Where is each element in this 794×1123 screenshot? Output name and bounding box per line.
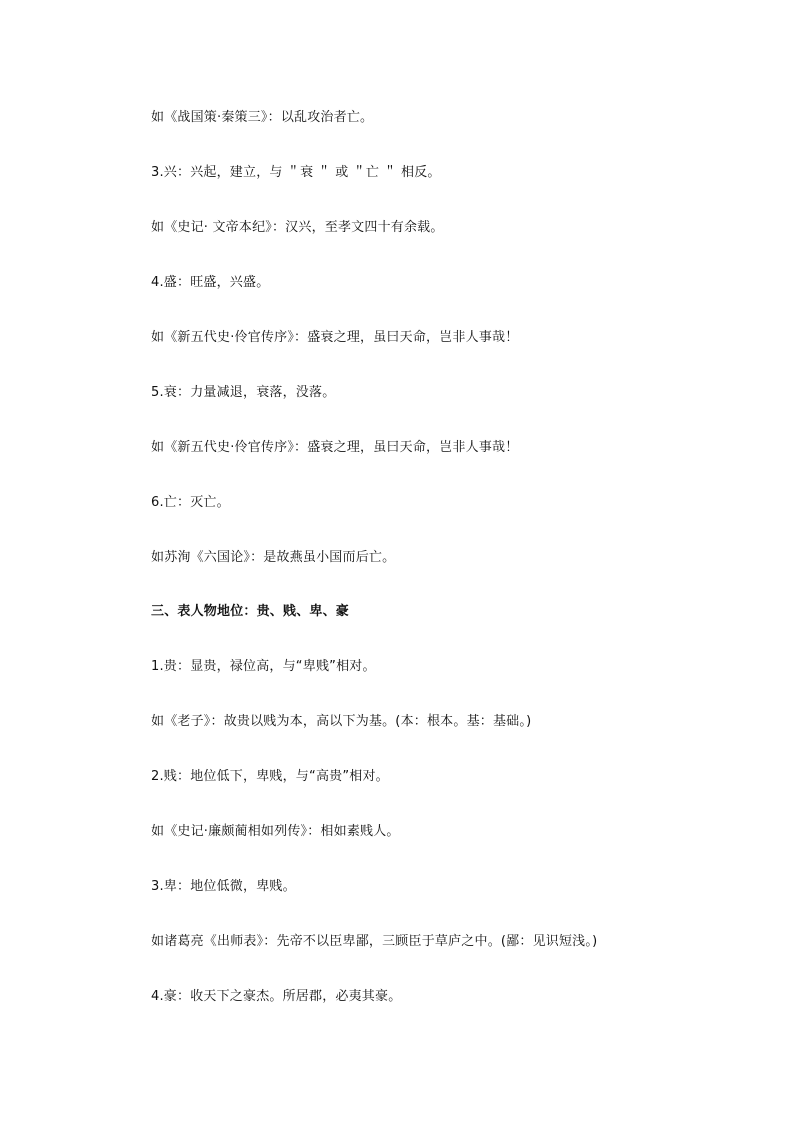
example-line: 如《战国策·秦策三》：以乱攻治者亡。 bbox=[151, 110, 374, 125]
entry-line: 4.盛：旺盛，兴盛。 bbox=[151, 275, 270, 290]
entry-line: 4.豪：收天下之豪杰。所居郡，必夷其豪。 bbox=[151, 989, 402, 1004]
example-line: 如《新五代史·伶官传序》：盛衰之理，虽曰天命，岂非人事哉！ bbox=[151, 440, 519, 455]
example-line: 如《史记·廉颇蔺相如列传》：相如素贱人。 bbox=[151, 824, 400, 839]
example-line: 如苏洵《六国论》：是故燕虽小国而后亡。 bbox=[151, 550, 396, 565]
example-line: 如《老子》：故贵以贱为本，高以下为基。(本：根本。基：基础。) bbox=[151, 714, 532, 729]
example-line: 如《史记· 文帝本纪》：汉兴，至孝文四十有余载。 bbox=[151, 220, 444, 235]
entry-line: 6.亡：灭亡。 bbox=[151, 495, 230, 510]
entry-line: 5.衰：力量减退，衰落，没落。 bbox=[151, 385, 336, 400]
entry-line: 2.贱：地位低下，卑贱，与“高贵”相对。 bbox=[151, 769, 389, 784]
entry-line: 3.兴：兴起，建立，与 ＂衰 ＂ 或 ＂亡 ＂ 相反。 bbox=[151, 165, 441, 180]
example-line: 如诸葛亮《出师表》：先帝不以臣卑鄙，三顾臣于草庐之中。(鄙：见识短浅。) bbox=[151, 934, 598, 949]
example-line: 如《新五代史·伶官传序》：盛衰之理，虽曰天命，岂非人事哉！ bbox=[151, 330, 519, 345]
entry-line: 1.贵：显贵，禄位高，与“卑贱”相对。 bbox=[151, 659, 376, 674]
section-heading: 三、表人物地位：贵、贱、卑、豪 bbox=[151, 604, 350, 619]
entry-line: 3.卑：地位低微，卑贱。 bbox=[151, 879, 296, 894]
